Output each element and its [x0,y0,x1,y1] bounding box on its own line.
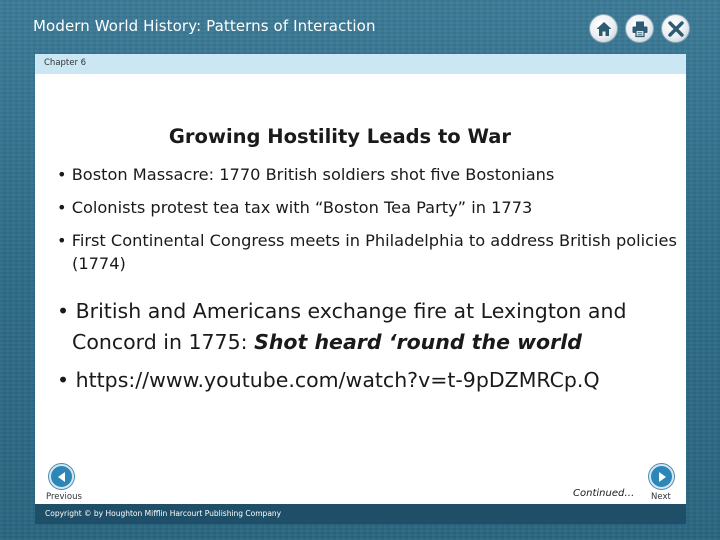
bullet-lexington-text: British and Americans exchange fire at Lexington and Concord in 1775: [72,299,627,354]
bullet-list-large [57,296,682,403]
close-icon [667,20,685,38]
chapter-label: Chapter 6 [44,58,87,68]
footer-bar [35,504,686,524]
chapter-bar [35,54,686,74]
toolbar [589,14,690,43]
slide-content [35,74,686,504]
slide-title: Growing Hostility Leads to War [168,125,512,148]
home-button[interactable] [589,14,618,43]
previous-button[interactable] [49,464,74,489]
print-button[interactable] [625,14,654,43]
copyright-text: Copyright © by Houghton Mifflin Harcourt Publishing Company [45,509,282,518]
close-button[interactable] [661,14,690,43]
home-icon [595,20,613,38]
bullet-list-small [57,163,682,285]
bullet-lexington-emphasis: Shot heard ‘round the world [254,330,582,354]
next-button[interactable] [649,464,674,489]
video-link-text[interactable]: https://www.youtube.com/watch?v=t-9pDZMRCp.Q [75,368,600,392]
app-title: Modern World History: Patterns of Interaction [33,17,376,35]
continued-label: Continued… [573,488,635,499]
arrow-right-icon [655,470,669,484]
bullet-lexington-concord: • British and Americans exchange fire at Lexington and Concord in 1775: Shot heard ‘round the world [57,299,627,354]
previous-label[interactable]: Previous [46,492,82,502]
next-label[interactable]: Next [651,492,671,502]
print-icon [631,20,649,38]
bullet-tea-party: • Colonists protest tea tax with “Boston Tea Party” in 1773 [57,198,533,217]
bullet-boston-massacre: • Boston Massacre: 1770 British soldiers shot five Bostonians [57,165,555,184]
bullet-video-link[interactable]: • https://www.youtube.com/watch?v=t-9pDZMRCp.Q [57,368,600,392]
bullet-continental-congress: • First Continental Congress meets in Philadelphia to address British policies (1774) [57,231,677,273]
arrow-left-icon [55,470,69,484]
